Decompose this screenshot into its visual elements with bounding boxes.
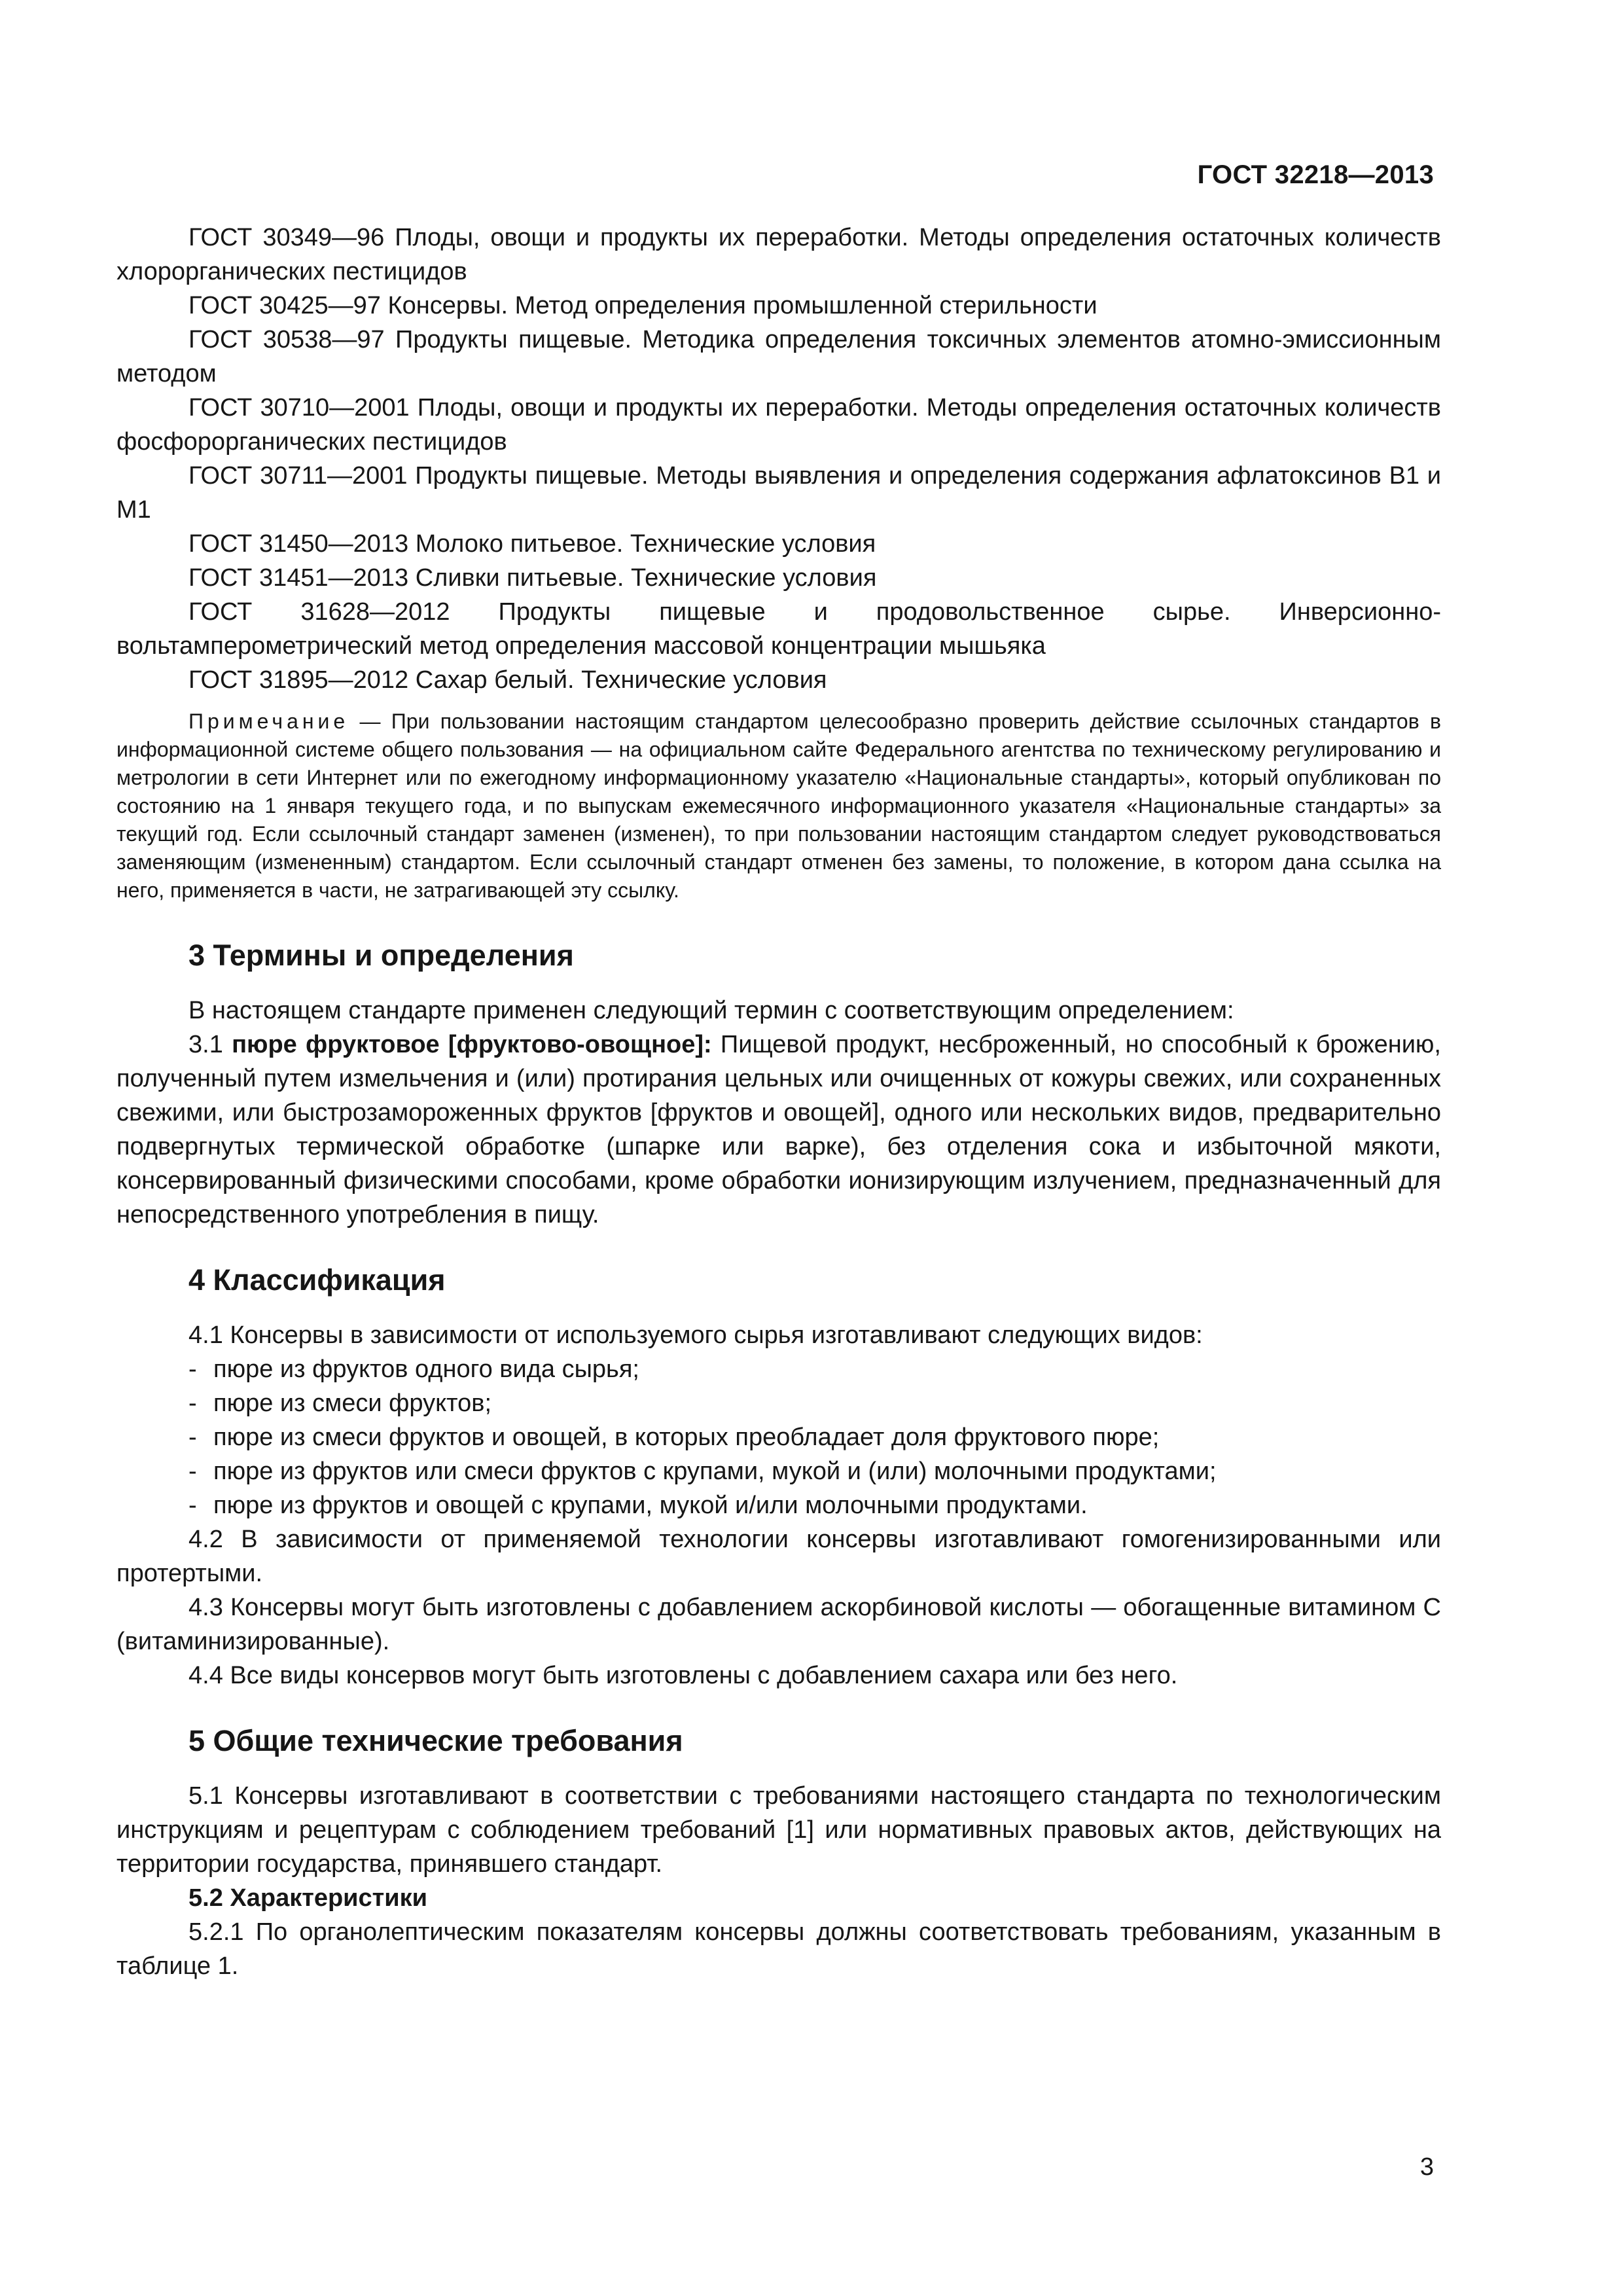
term-number: 3.1 [188,1031,223,1058]
paragraph-4-1: 4.1 Консервы в зависимости от используемого сырья изготавливают следующих видов: [188,1321,1203,1349]
list-bullet: - [188,1424,197,1451]
section-5-heading: 5 Общие технические требования [188,1724,683,1757]
page-number: 3 [1419,2153,1434,2181]
document-body [116,221,1441,1983]
list-item-text: пюре из фруктов и овощей с крупами, мукой и/или молочными продуктами. [213,1492,1088,1519]
reference-item: ГОСТ 31628—2012 Продукты пищевые и продовольственное сырье. Инверсионно-вольтамперометрический метод определения массовой концентрации мышьяка [116,598,1441,660]
list-item [116,1488,1441,1522]
subsection-5-2-heading: 5.2 Характеристики [188,1884,428,1912]
list-item [116,1454,1441,1488]
references-list [116,221,1441,697]
reference-item: ГОСТ 31450—2013 Молоко питьевое. Технические условия [188,530,876,558]
paragraph-4-3: 4.3 Консервы могут быть изготовлены с добавлением аскорбиновой кислоты — обогащенные витамином С (витаминизированные). [116,1594,1441,1655]
list-bullet: - [188,1390,197,1417]
paragraph-4-4: 4.4 Все виды консервов могут быть изготовлены с добавлением сахара или без него. [188,1662,1178,1689]
term-definition-text: Пищевой продукт, несброженный, но способный к брожению, полученный путем измельчения и (или) протирания цельных или очищенных от кожуры свежих, или сохраненных свежими, или быстрозамороженных фруктов [фруктов и овощей], одного или нескольких видов, предварительно подвергнутых термической обработке (шпарке или варке), без отделения сока и избыточной мякоти, консервированный физическими способами, кроме обработки ионизирующим излучением, предназначенный для непосредственного употребления в пищу. [116,1031,1441,1229]
term-name: пюре фруктовое [фруктово-овощное]: [232,1031,712,1058]
paragraph-5-1: 5.1 Консервы изготавливают в соответствии с требованиями настоящего стандарта по технологическим инструкциям и рецептурам с соблюдением требований [1] или нормативных правовых актов, действующих на территории государства, принявшего стандарт. [116,1782,1441,1878]
classification-list [116,1352,1441,1522]
note-label: Примечание [188,709,349,733]
section-4-heading: 4 Классификация [188,1263,446,1297]
list-item [116,1386,1441,1420]
list-bullet: - [188,1458,197,1485]
reference-item: ГОСТ 30711—2001 Продукты пищевые. Методы выявления и определения содержания афлатоксинов В1 и М1 [116,462,1441,524]
list-item-text: пюре из смеси фруктов; [213,1390,492,1417]
list-item-text: пюре из смеси фруктов и овощей, в которых преобладает доля фруктового пюре; [213,1424,1160,1451]
paragraph-5-2-1: 5.2.1 По органолептическим показателям консервы должны соответствовать требованиям, указанным в таблице 1. [116,1918,1441,1980]
reference-item: ГОСТ 30710—2001 Плоды, овощи и продукты их переработки. Методы определения остаточных количеств фосфорорганических пестицидов [116,394,1441,456]
section-3-heading: 3 Термины и определения [188,939,574,972]
reference-item: ГОСТ 31895—2012 Сахар белый. Технические условия [188,666,827,694]
list-bullet: - [188,1492,197,1519]
section-3-intro: В настоящем стандарте применен следующий термин с соответствующим определением: [188,997,1234,1024]
list-item [116,1352,1441,1386]
reference-item: ГОСТ 30425—97 Консервы. Метод определения промышленной стерильности [188,292,1097,319]
document-header: ГОСТ 32218—2013 [1197,160,1434,189]
note-paragraph [116,708,1441,905]
term-definition [116,1028,1441,1232]
paragraph-4-2: 4.2 В зависимости от применяемой технологии консервы изготавливают гомогенизированными или протертыми. [116,1526,1441,1587]
reference-item: ГОСТ 30538—97 Продукты пищевые. Методика определения токсичных элементов атомно-эмиссионным методом [116,326,1441,387]
reference-item: ГОСТ 31451—2013 Сливки питьевые. Технические условия [188,564,877,592]
list-bullet: - [188,1355,197,1383]
note-text: — При пользовании настоящим стандартом целесообразно проверить действие ссылочных стандартов в информационной системе общего пользования — на официальном сайте Федерального агентства по техническому регулированию и метрологии в сети Интернет или по ежегодному информационному указателю «Национальные стандарты», который опубликован по состоянию на 1 января текущего года, и по выпускам ежемесячного информационного указателя «Национальные стандарты» за текущий год. Если ссылочный стандарт заменен (изменен), то при пользовании настоящим стандартом следует руководствоваться заменяющим (измененным) стандартом. Если ссылочный стандарт отменен без замены, то положение, в котором дана ссылка на него, применяется в части, не затрагивающей эту ссылку. [116,709,1442,902]
list-item [116,1420,1441,1454]
reference-item: ГОСТ 30349—96 Плоды, овощи и продукты их переработки. Методы определения остаточных количеств хлорорганических пестицидов [116,224,1441,285]
list-item-text: пюре из фруктов одного вида сырья; [213,1355,639,1383]
list-item-text: пюре из фруктов или смеси фруктов с крупами, мукой и (или) молочными продуктами; [213,1458,1217,1485]
